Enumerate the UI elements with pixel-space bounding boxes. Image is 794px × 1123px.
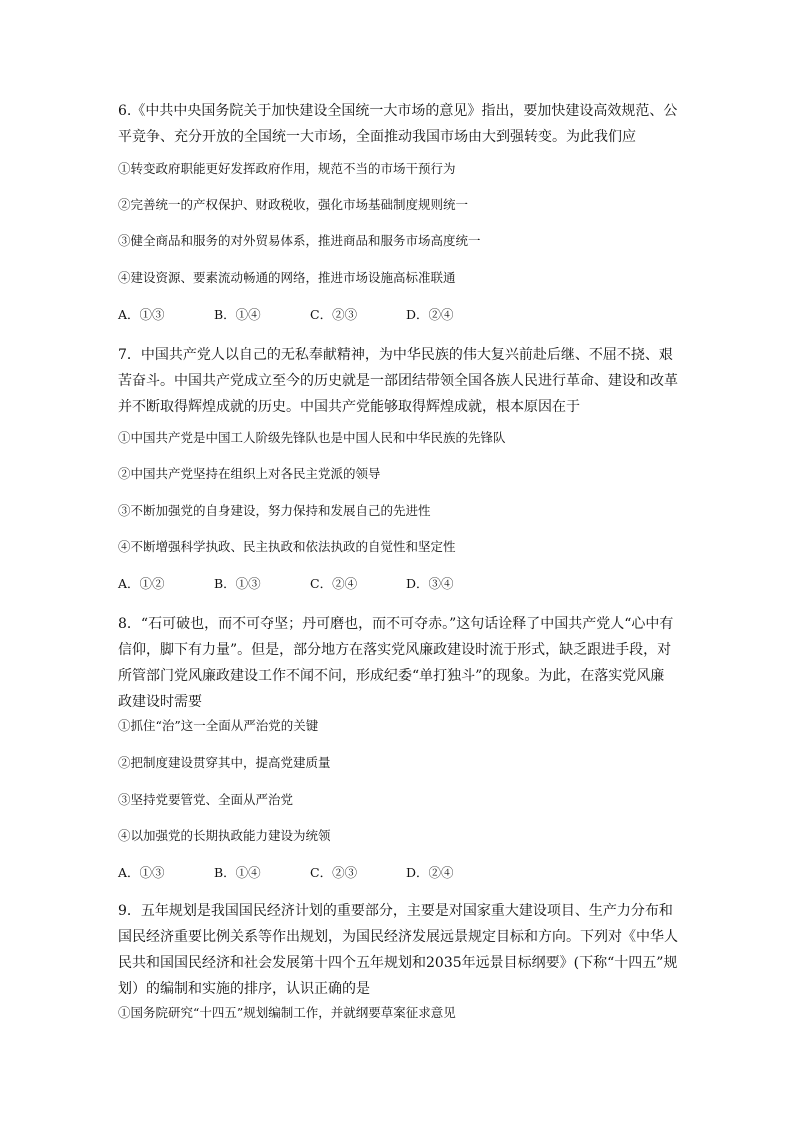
question-6-answers <box>118 306 502 324</box>
answer-d: D．②④ <box>406 307 454 322</box>
question-7-option-4: ④不断增强科学执政、民主执政和依法执政的自觉性和坚定性 <box>118 539 456 554</box>
question-7-option-1: ①中国共产党是中国工人阶级先锋队也是中国人民和中华民族的先锋队 <box>118 430 506 445</box>
answer-c: C．②④ <box>310 576 358 591</box>
question-7-answers <box>118 575 502 593</box>
answer-b: B．①④ <box>214 307 261 322</box>
question-8-option-4: ④以加强党的长期执政能力建设为统领 <box>118 828 331 843</box>
question-7 <box>118 342 678 591</box>
question-6 <box>118 98 678 322</box>
question-9-option-1: ①国务院研究“十四五”规划编制工作，并就纲要草案征求意见 <box>118 1005 456 1020</box>
answer-c: C．②③ <box>310 307 358 322</box>
answer-a: A．①③ <box>118 865 165 880</box>
question-8-option-1: ①抓住“治”这一全面从严治党的关键 <box>118 718 319 733</box>
question-8-stem: 8．“石可破也，而不可夺坚；丹可磨也，而不可夺赤。”这句话诠释了中国共产党人“心中有信仰，脚下有力量”。但是，部分地方在落实党风廉政建设时流于形式，缺乏跟进手段，对所管部门党风廉政建设工作不闻不问，形成纪委“单打独斗”的现象。为此，在落实党风廉政建设时需要 <box>118 616 674 710</box>
question-8-option-2: ②把制度建设贯穿其中，提高党建质量 <box>118 755 331 770</box>
question-9 <box>118 898 678 1020</box>
question-9-stem: 9．五年规划是我国国民经济计划的重要部分，主要是对国家重大建设项目、生产力分布和国民经济重要比例关系等作出规划，为国民经济发展远景规定目标和方向。下列对《中华人民共和国国民经济和社会发展第十四个五年规划和2035年远景目标纲要》(下称“十四五”规划）的编制和实施的排序，认识正确的是 <box>118 903 678 997</box>
answer-d: D．②④ <box>406 865 454 880</box>
answer-a: A．①③ <box>118 307 165 322</box>
answer-b: B．①③ <box>214 576 261 591</box>
answer-b: B．①④ <box>214 865 261 880</box>
question-7-stem: 7．中国共产党人以自己的无私奉献精神，为中华民族的伟大复兴前赴后继、不屈不挠、艰苦奋斗。中国共产党成立至今的历史就是一部团结带领全国各族人民进行革命、建设和改革并不断取得辉煌成就的历史。中国共产党能够取得辉煌成就，根本原因在于 <box>118 347 678 415</box>
answer-c: C．②③ <box>310 865 358 880</box>
question-8 <box>118 611 678 880</box>
question-6-option-4: ④建设资源、要素流动畅通的网络，推进市场设施高标准联通 <box>118 270 456 285</box>
answer-d: D．③④ <box>406 576 454 591</box>
question-8-option-3: ③坚持党要管党、全面从严治党 <box>118 792 294 807</box>
question-8-answers <box>118 864 502 882</box>
question-6-option-2: ②完善统一的产权保护、财政税收，强化市场基础制度规则统一 <box>118 197 469 212</box>
question-6-stem: 6.《中共中央国务院关于加快建设全国统一大市场的意见》指出，要加快建设高效规范、公平竞争、充分开放的全国统一大市场，全面推动我国市场由大到强转变。为此我们应 <box>118 103 678 145</box>
answer-a: A．①② <box>118 576 165 591</box>
question-7-option-2: ②中国共产党坚持在组织上对各民主党派的领导 <box>118 466 381 481</box>
question-6-option-3: ③健全商品和服务的对外贸易体系，推进商品和服务市场高度统一 <box>118 233 481 248</box>
question-7-option-3: ③不断加强党的自身建设，努力保持和发展自己的先进性 <box>118 503 431 518</box>
question-6-option-1: ①转变政府职能更好发挥政府作用，规范不当的市场干预行为 <box>118 161 456 176</box>
